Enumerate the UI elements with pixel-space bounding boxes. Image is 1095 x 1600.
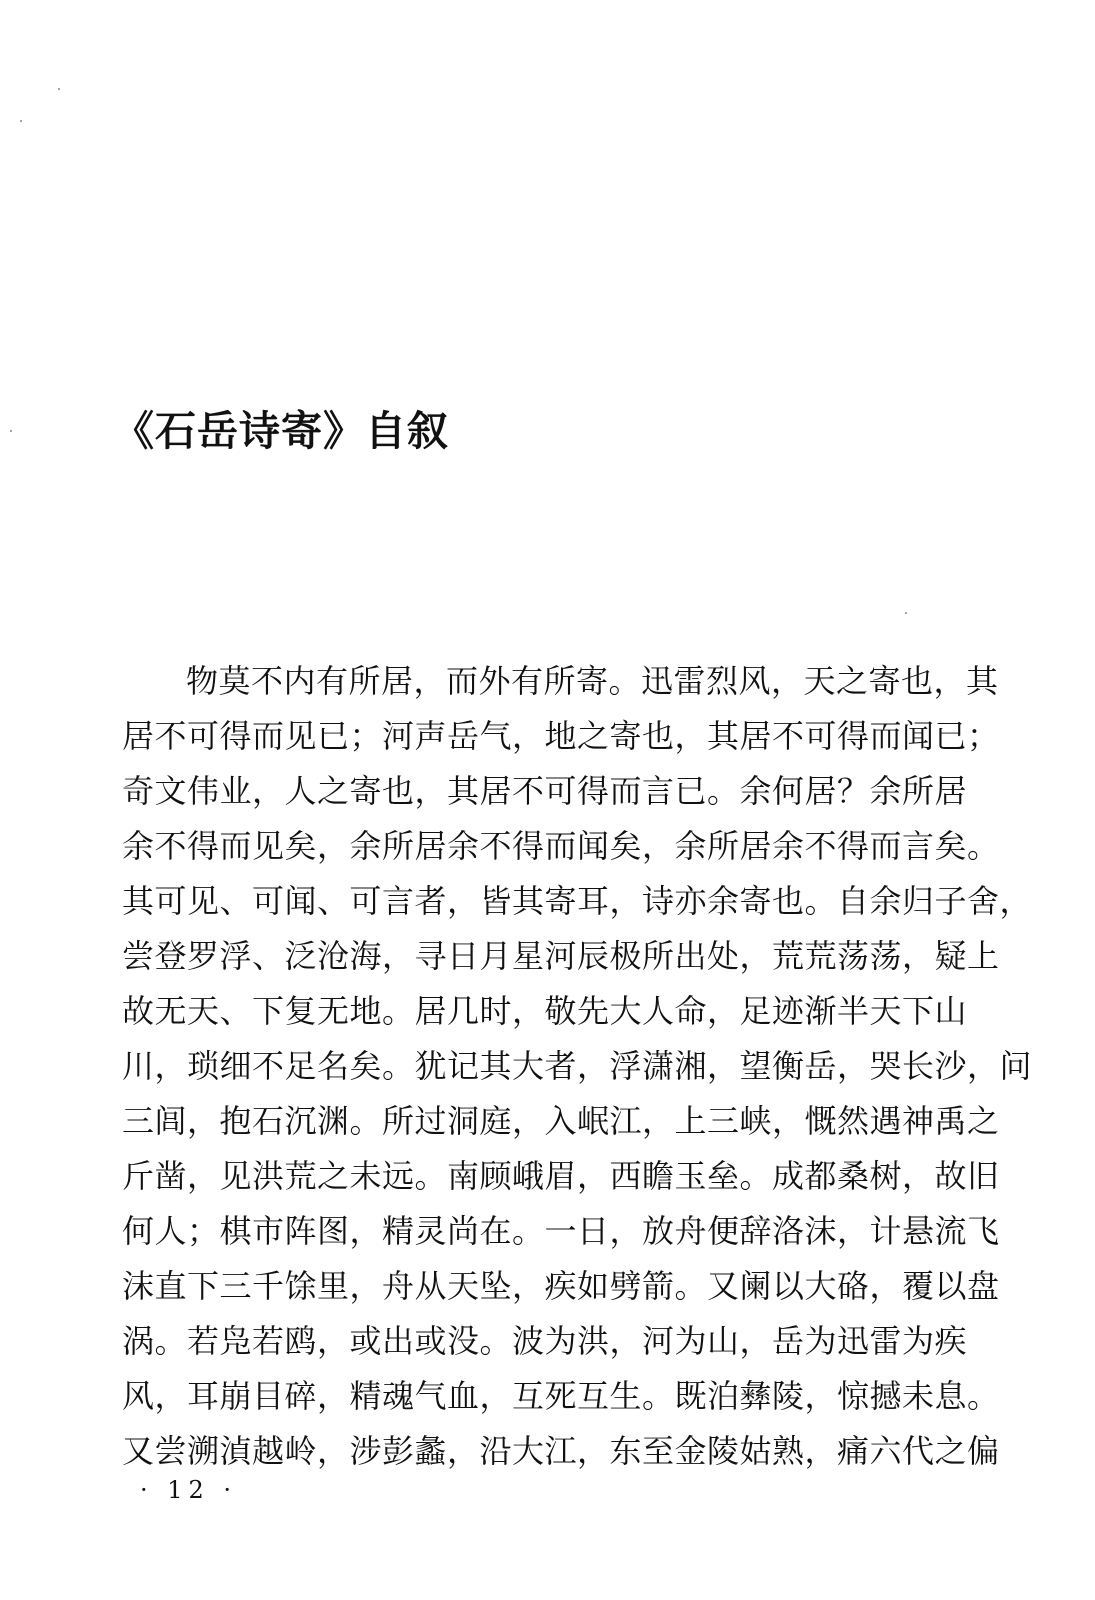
text-line: 余不得而见矣，余所居余不得而闻矣，余所居余不得而言矣。 (122, 827, 1000, 865)
scan-speck (58, 88, 60, 90)
text-line: 尝登罗浮、泛沧海，寻日月星河辰极所出处，荒荒荡荡，疑上 (122, 937, 1000, 975)
text-line: 居不可得而见已；河声岳气，地之寄也，其居不可得而闻已； (122, 717, 1000, 755)
text-line: 涡。若凫若鸥，或出或没。波为洪，河为山，岳为迅雷为疾 (122, 1322, 968, 1360)
chapter-title: 《石岳诗寄》自叙 (113, 407, 449, 455)
body-paragraph (122, 654, 1033, 1479)
scan-speck (20, 120, 22, 122)
scan-speck (905, 612, 907, 614)
text-line: 风，耳崩目碎，精魂气血，互死互生。既泊彝陵，惊撼未息。 (122, 1377, 1000, 1415)
scan-speck (10, 430, 12, 432)
text-line: 斤凿，见洪荒之未远。南顾峨眉，西瞻玉垒。成都桑树，故旧 (122, 1157, 1000, 1195)
text-line: 其可见、可闻、可言者，皆其寄耳，诗亦余寄也。自余归子舍， (122, 882, 1033, 920)
text-line: 物莫不内有所居，而外有所寄。迅雷烈风，天之寄也，其 (186, 662, 999, 700)
text-line: 沫直下三千馀里，舟从天坠，疾如劈箭。又阑以大硌，覆以盘 (122, 1267, 1000, 1305)
text-line: 故无天、下复无地。居几时，敬先大人命，足迹渐半天下山 (122, 992, 968, 1030)
text-line: 又尝溯湞越岭，涉彭蠡，沿大江，东至金陵姑熟，痛六代之偏 (122, 1432, 1000, 1470)
text-line: 川，琐细不足名矣。犹记其大者，浮潇湘，望衡岳，哭长沙，问 (122, 1047, 1033, 1085)
text-line: 三闾，抱石沉渊。所过洞庭，入岷江，上三峡，慨然遇神禹之 (122, 1102, 1000, 1140)
page-number: · 12 · (140, 1476, 238, 1504)
text-line: 何人；棋市阵图，精灵尚在。一日，放舟便辞洛沫，计悬流飞 (122, 1212, 1000, 1250)
text-line: 奇文伟业，人之寄也，其居不可得而言已。余何居？余所居 (122, 772, 968, 810)
